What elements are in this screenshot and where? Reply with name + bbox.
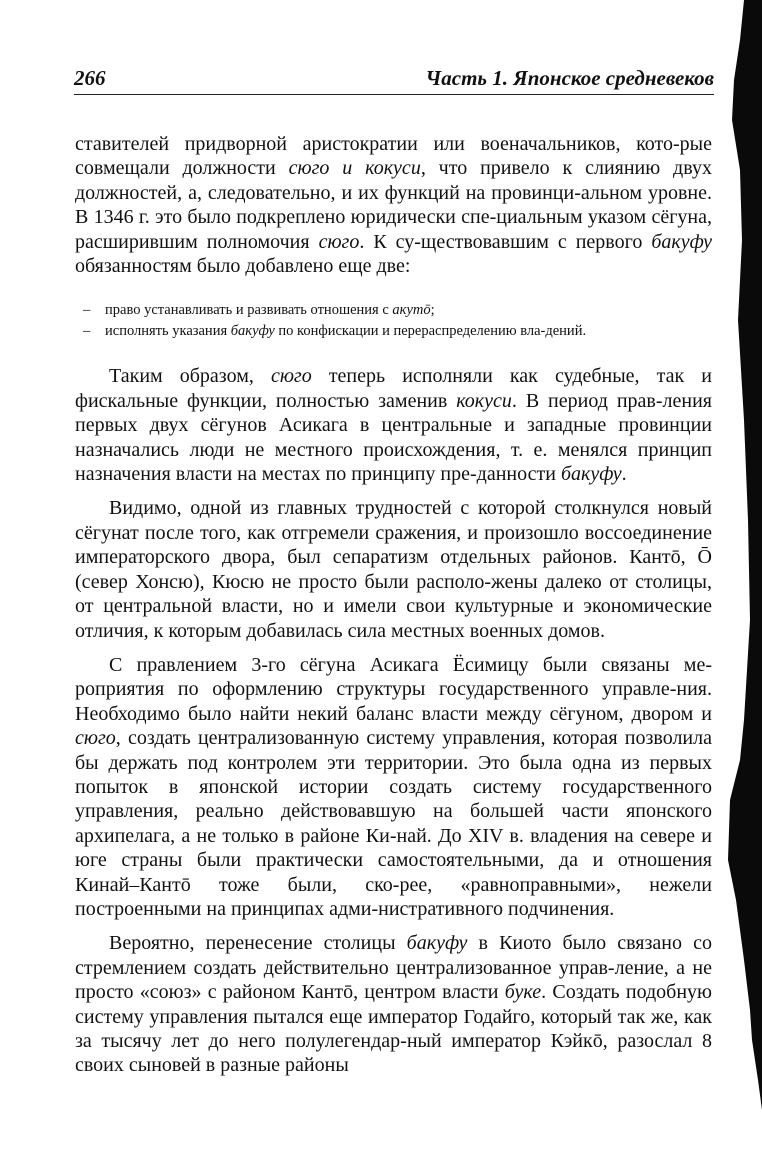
italic-term: сюго xyxy=(75,727,116,750)
italic-term: сюго xyxy=(270,365,312,388)
paragraph-2 xyxy=(75,364,712,486)
page-number: 266 xyxy=(74,66,106,90)
text-run: исполнять указания xyxy=(105,323,231,340)
paragraph-1 xyxy=(75,132,712,278)
italic-term: бакуфу xyxy=(406,932,468,955)
italic-term: бакуфу xyxy=(651,230,713,253)
text-run: ставителей придворной аристократии или военачальников, кото-рые совмещали должности xyxy=(75,133,712,180)
text-run: . xyxy=(621,463,627,486)
list-item xyxy=(83,321,712,342)
italic-term: сюго и кокуси xyxy=(288,157,421,180)
text-run: , что привело к слиянию двух должностей, а, следовательно, и их функций на провинци-альном уровне. В 1346 г. это было подкреплено юридически спе-циальным указом сёгуна, расширившим полномочия xyxy=(75,157,712,253)
text-run: . В период прав-ления первых двух сёгунов Асикага в центральные и западные провинции назначались люди не местного происхождения, т. е. менялся принцип назначения власти на местах по принципу пре-данности xyxy=(75,389,712,486)
paragraph-4 xyxy=(75,653,712,921)
list-item xyxy=(83,300,712,321)
dash-marker: – xyxy=(83,302,91,319)
dash-marker: – xyxy=(83,323,91,340)
text-run: теперь исполняли как судебные, так и фискальные функции, полностью заменив xyxy=(75,365,712,412)
text-run: в Киото было связано со стремлением создать действительно централизованное управ-ление, а не просто «союз» с районом Кантō, центром власти xyxy=(75,932,712,1004)
body-text xyxy=(75,132,712,1078)
text-run: . К су-ществовавшим с первого xyxy=(359,230,652,253)
duties-list xyxy=(75,300,712,342)
text-run: по конфискации и перераспределению вла-дений. xyxy=(274,323,587,340)
text-run: право устанавливать и развивать отношения с xyxy=(105,302,393,319)
text-run: Вероятно, перенесение столицы xyxy=(109,932,407,955)
text-run: Таким образом, xyxy=(109,365,271,388)
text-run: обязанностям было добавлено еще две: xyxy=(75,255,411,278)
paragraph-3: Видимо, одной из главных трудностей с которой столкнулся новый сёгунат после того, как отгремели сражения, и произошло воссоединение императорского двора, был сепаратизм отдельных районов. Кантō, Ō (север Хонсю), Кюсю не просто были располо-жены далеко от столицы, от центральной власти, но и имели свои культурные и экономические отличия, к которым добавилась сила местных военных домов. xyxy=(75,497,712,642)
text-run: . Создать подобную систему управления пытался еще император Годайго, который так же, как за тысячу лет до него полулегендар-ный император Кэйкō, разослал 8 своих сыновей в разные районы xyxy=(75,981,712,1077)
paragraph-5 xyxy=(75,931,712,1077)
running-title: Часть 1. Японское средневеков xyxy=(425,66,714,90)
scan-shadow-edge xyxy=(714,0,762,1150)
italic-term: буке xyxy=(504,981,542,1004)
italic-term: кокуси xyxy=(456,389,512,412)
text-run: ; xyxy=(430,302,435,319)
italic-term: бакуфу xyxy=(560,463,622,486)
page-header xyxy=(74,62,714,95)
italic-term: бакуфу xyxy=(230,323,275,340)
italic-term: акутō xyxy=(392,302,431,319)
text-run: , создать централизованную систему управления, которая позволила бы держать под контролем эти территории. Это была одна из первых попыток в японской истории создать систему государственного управления, реально действовавшую на большей части японского архипелага, а не только в районе Ки-най. До XIV в. владения на севере и юге страны были практически самостоятельными, да и отношения Кинай–Кантō тоже были, ско-рее, «равноправными», нежели построенными на принципах адми-нистративного подчинения. xyxy=(75,727,712,920)
italic-term: сюго xyxy=(318,230,360,253)
text-run: С правлением 3-го сёгуна Асикага Ёсимицу были связаны ме-роприятия по оформлению структуры государственного управле-ния. Необходимо было найти некий баланс власти между сёгуном, двором и xyxy=(75,653,712,725)
